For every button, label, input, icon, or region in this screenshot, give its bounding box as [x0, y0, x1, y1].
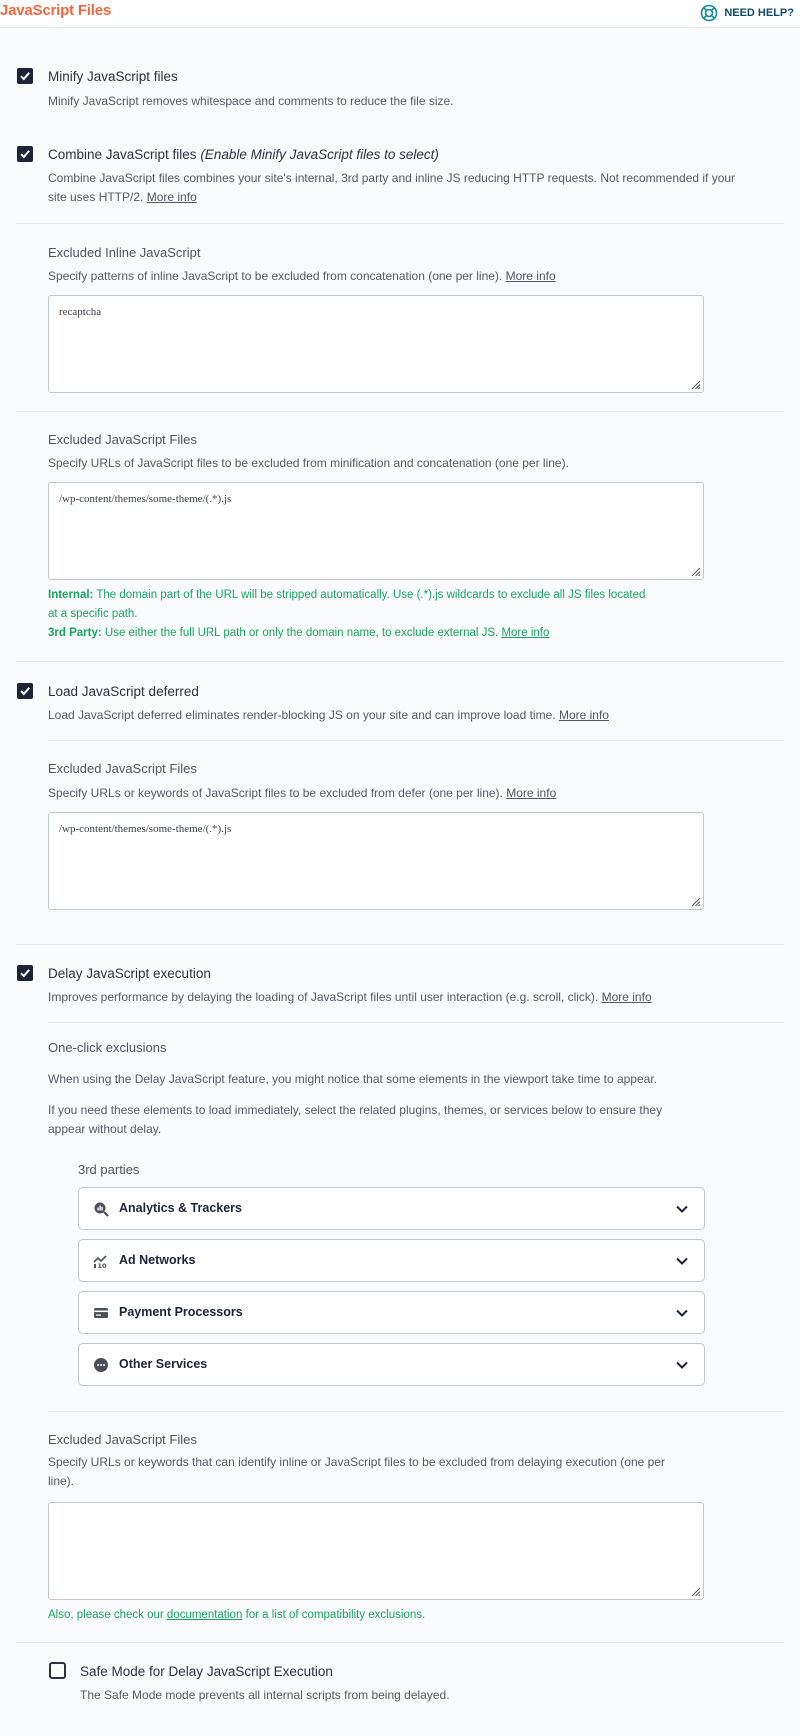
one-click-para1: When using the Delay JavaScript feature, you might notice that some elements in the viewport take time to appear.	[48, 1072, 657, 1086]
resize-grip-icon[interactable]	[689, 1585, 701, 1597]
other-services-icon	[93, 1357, 109, 1373]
third-parties-label: 3rd parties	[78, 1162, 140, 1177]
excluded-js-files-defer-description	[48, 784, 768, 803]
safe-mode-description: The Safe Mode mode prevents all internal scripts from being delayed.	[80, 1688, 450, 1702]
divider	[48, 1411, 784, 1412]
accordion-ad-networks[interactable]	[78, 1239, 705, 1282]
ad-networks-icon	[93, 1253, 109, 1269]
delay-js-title: Delay JavaScript execution	[48, 966, 211, 981]
accordion-label: Analytics & Trackers	[119, 1201, 242, 1215]
accordion-payment-processors[interactable]	[78, 1291, 705, 1334]
combine-js-description-line2: site uses HTTP/2.	[48, 190, 144, 204]
excluded-js-files-defer-description-text: Specify URLs or keywords of JavaScript files to be excluded from defer (one per line).	[48, 786, 503, 800]
defer-js-description-text: Load JavaScript deferred eliminates render-blocking JS on your site and can improve load time.	[48, 708, 556, 722]
defer-exclusions-more-info-link[interactable]: More info	[506, 786, 557, 800]
accordion-label: Ad Networks	[119, 1253, 196, 1267]
third-party-more-info-link[interactable]: More info	[501, 627, 550, 639]
svg-text:10: 10	[97, 1262, 107, 1269]
excluded-inline-js-value: recaptcha	[59, 306, 102, 318]
excluded-js-files-defer-value: /wp-content/themes/some-theme/(.*).js	[59, 823, 232, 835]
excluded-inline-more-info-link[interactable]: More info	[505, 269, 556, 283]
combine-js-title-text: Combine JavaScript files	[48, 147, 197, 162]
defer-js-checkbox[interactable]	[17, 683, 33, 699]
combine-js-checkbox[interactable]	[17, 146, 33, 162]
chevron-down-icon	[674, 1253, 690, 1269]
documentation-note-after: for a list of compatibility exclusions.	[245, 1609, 426, 1621]
page-title: JavaScript Files	[0, 2, 112, 19]
combine-js-description	[48, 169, 768, 207]
resize-grip-icon[interactable]	[689, 565, 701, 577]
defer-more-info-link[interactable]: More info	[558, 708, 609, 722]
excluded-js-files-delay-textarea[interactable]	[48, 1502, 704, 1600]
safe-mode-checkbox[interactable]	[49, 1662, 66, 1679]
need-help-label: NEED HELP?	[724, 7, 794, 19]
one-click-para2-line2: appear without delay.	[48, 1122, 162, 1136]
excluded-js-files-delay-title: Excluded JavaScript Files	[48, 1432, 197, 1447]
excluded-js-files-delay-description	[48, 1453, 768, 1491]
delay-js-description-text: Improves performance by delaying the loading of JavaScript files until user interaction (e.g. scroll, click).	[48, 990, 599, 1004]
chevron-down-icon	[674, 1305, 690, 1321]
accordion-label: Other Services	[119, 1357, 208, 1371]
third-party-text: Use either the full URL path or only the domain name, to exclude external JS.	[104, 627, 499, 639]
defer-js-description	[48, 706, 768, 725]
excluded-js-files-delay-description-line1: Specify URLs or keywords that can identify inline or JavaScript files to be excluded from delaying execution (one per	[48, 1455, 665, 1469]
divider	[48, 740, 784, 741]
one-click-para2-line1: If you need these elements to load immediately, select the related plugins, themes, or services below to ensure they	[48, 1103, 663, 1117]
divider	[16, 223, 784, 224]
combine-js-title	[48, 147, 439, 162]
minify-js-checkbox[interactable]	[17, 68, 33, 84]
divider	[16, 944, 784, 945]
safe-mode-title: Safe Mode for Delay JavaScript Execution	[80, 1664, 333, 1679]
divider	[16, 661, 784, 662]
header-bar	[0, 0, 800, 28]
accordion-other-services[interactable]	[78, 1343, 705, 1386]
defer-js-title: Load JavaScript deferred	[48, 684, 199, 699]
divider	[16, 1642, 784, 1643]
combine-js-description-line1: Combine JavaScript files combines your site's internal, 3rd party and inline JS reducing HTTP requests. Not recommended if your	[48, 171, 736, 185]
documentation-note-before: Also, please check our	[48, 1609, 164, 1621]
documentation-note	[48, 1606, 748, 1625]
chevron-down-icon	[674, 1201, 690, 1217]
minify-js-title: Minify JavaScript files	[48, 69, 178, 84]
excluded-js-files-defer-title: Excluded JavaScript Files	[48, 761, 197, 776]
excluded-js-files-minify-title: Excluded JavaScript Files	[48, 432, 197, 447]
third-party-label: 3rd Party:	[48, 627, 102, 639]
internal-label: Internal:	[48, 589, 94, 601]
excluded-inline-js-title: Excluded Inline JavaScript	[48, 245, 201, 260]
divider	[16, 411, 784, 412]
excluded-inline-js-textarea[interactable]	[48, 295, 704, 393]
excluded-js-files-minify-value: /wp-content/themes/some-theme/(.*).js	[59, 493, 232, 505]
exclusion-help-text	[48, 586, 748, 643]
combine-js-title-note: (Enable Minify JavaScript files to select)	[200, 147, 439, 162]
accordion-analytics-trackers[interactable]	[78, 1187, 705, 1230]
internal-text-line1: The domain part of the URL will be stripped automatically. Use (.*).js wildcards to exclude all JS files located	[96, 589, 646, 601]
excluded-js-files-minify-description: Specify URLs of JavaScript files to be excluded from minification and concatenation (one per line).	[48, 456, 569, 470]
excluded-inline-js-description-text: Specify patterns of inline JavaScript to be excluded from concatenation (one per line).	[48, 269, 503, 283]
excluded-js-files-defer-textarea[interactable]	[48, 812, 704, 910]
delay-js-description	[48, 988, 768, 1007]
lifebuoy-icon	[700, 4, 718, 22]
excluded-inline-js-description	[48, 267, 768, 286]
payment-card-icon	[93, 1305, 109, 1321]
delay-js-checkbox[interactable]	[17, 965, 33, 981]
analytics-icon	[93, 1201, 109, 1217]
excluded-js-files-minify-textarea[interactable]	[48, 482, 704, 580]
resize-grip-icon[interactable]	[689, 378, 701, 390]
minify-js-description: Minify JavaScript removes whitespace and comments to reduce the file size.	[48, 94, 454, 108]
one-click-para2	[48, 1101, 768, 1139]
documentation-link[interactable]: documentation	[166, 1609, 243, 1621]
need-help-link[interactable]	[700, 0, 794, 26]
resize-grip-icon[interactable]	[689, 895, 701, 907]
combine-more-info-link[interactable]: More info	[146, 190, 197, 204]
internal-text-line2: at a specific path.	[48, 608, 138, 620]
excluded-js-files-delay-description-line2: line).	[48, 1474, 75, 1488]
one-click-exclusions-title: One-click exclusions	[48, 1040, 167, 1055]
chevron-down-icon	[674, 1357, 690, 1373]
accordion-label: Payment Processors	[119, 1305, 243, 1319]
delay-more-info-link[interactable]: More info	[601, 990, 652, 1004]
divider	[48, 1022, 784, 1023]
